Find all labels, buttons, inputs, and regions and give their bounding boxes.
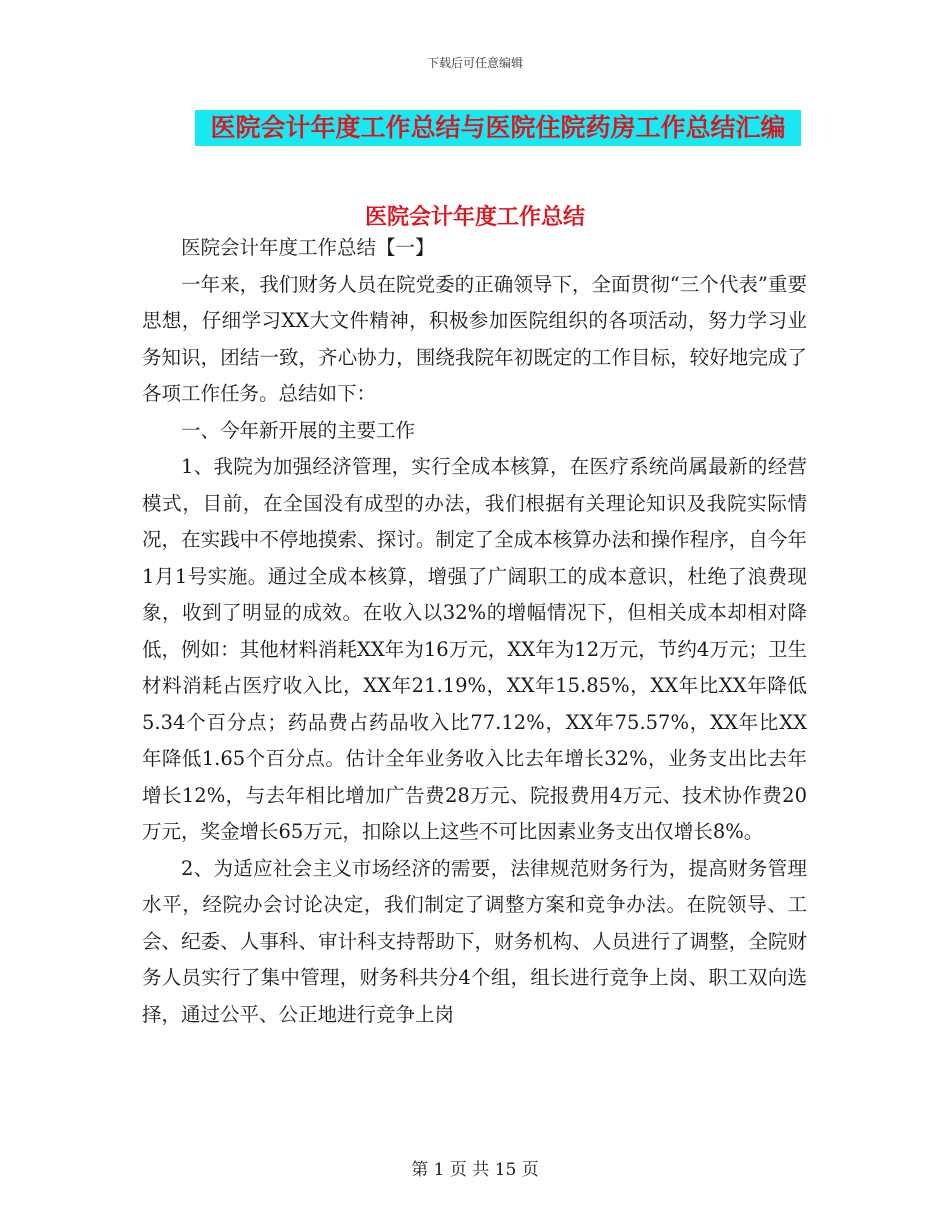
section-title: 医院会计年度工作总结: [364, 205, 585, 230]
paragraph: 一年来，我们财务人员在院党委的正确领导下，全面贯彻“三个代表”重要思想，仔细学习XX大文件精神，积极参加医院组织的各项活动，努力学习业务知识，团结一致，齐心协力，围绕我院年初既定的工作目标，较好地完成了各项工作任务。总结如下：: [142, 272, 807, 405]
paragraph: 1、我院为加强经济管理，实行全成本核算，在医疗系统尚属最新的经营模式，目前，在全国没有成型的办法，我们根据有关理论知识及我院实际情况，在实践中不停地摸索、探讨。制定了全成本核算办法和操作程序，自今年1月1号实施。通过全成本核算，增强了广阔职工的成本意识，杜绝了浪费现象，收到了明显的成效。在收入以32%的增幅情况下，但相关成本却相对降低，例如：其他材料消耗XX年为16万元，XX年为12万元，节约4万元；卫生材料消耗占医疗收入比，XX年21.19%，XX年15.85%，XX年比XX年降低5.34个百分点；药品费占药品收入比77.12%，XX年75.57%，XX年比XX年降低1.65个百分点。估计全年业务收入比去年增长32%，业务支出比去年增长12%，与去年相比增加广告费28万元、院报费用4万元、技术协作费20万元，奖金增长65万元，扣除以上这些不可比因素业务支出仅增长8%。: [142, 455, 807, 843]
header-note: 下载后可任意编辑: [426, 56, 523, 70]
document-title: 医院会计年度工作总结与医院住院药房工作总结汇编: [195, 110, 801, 146]
paragraph: 2、为适应社会主义市场经济的需要，法律规范财务行为，提高财务管理水平，经院办会讨论决定，我们制定了调整方案和竞争办法。在院领导、工会、纪委、人事科、审计科支持帮助下，财务机构、人员进行了调整，全院财务人员实行了集中管理，财务科共分4个组，组长进行竞争上岗、职工双向选择，通过公平、公正地进行竞争上岗: [142, 856, 807, 1026]
body-text: [142, 220, 807, 1033]
paragraph-heading: 医院会计年度工作总结【一】: [181, 236, 435, 259]
page-footer: 第 1 页 共 15 页: [411, 1160, 539, 1180]
paragraph-subheading: 一、今年新开展的主要工作: [181, 418, 416, 442]
